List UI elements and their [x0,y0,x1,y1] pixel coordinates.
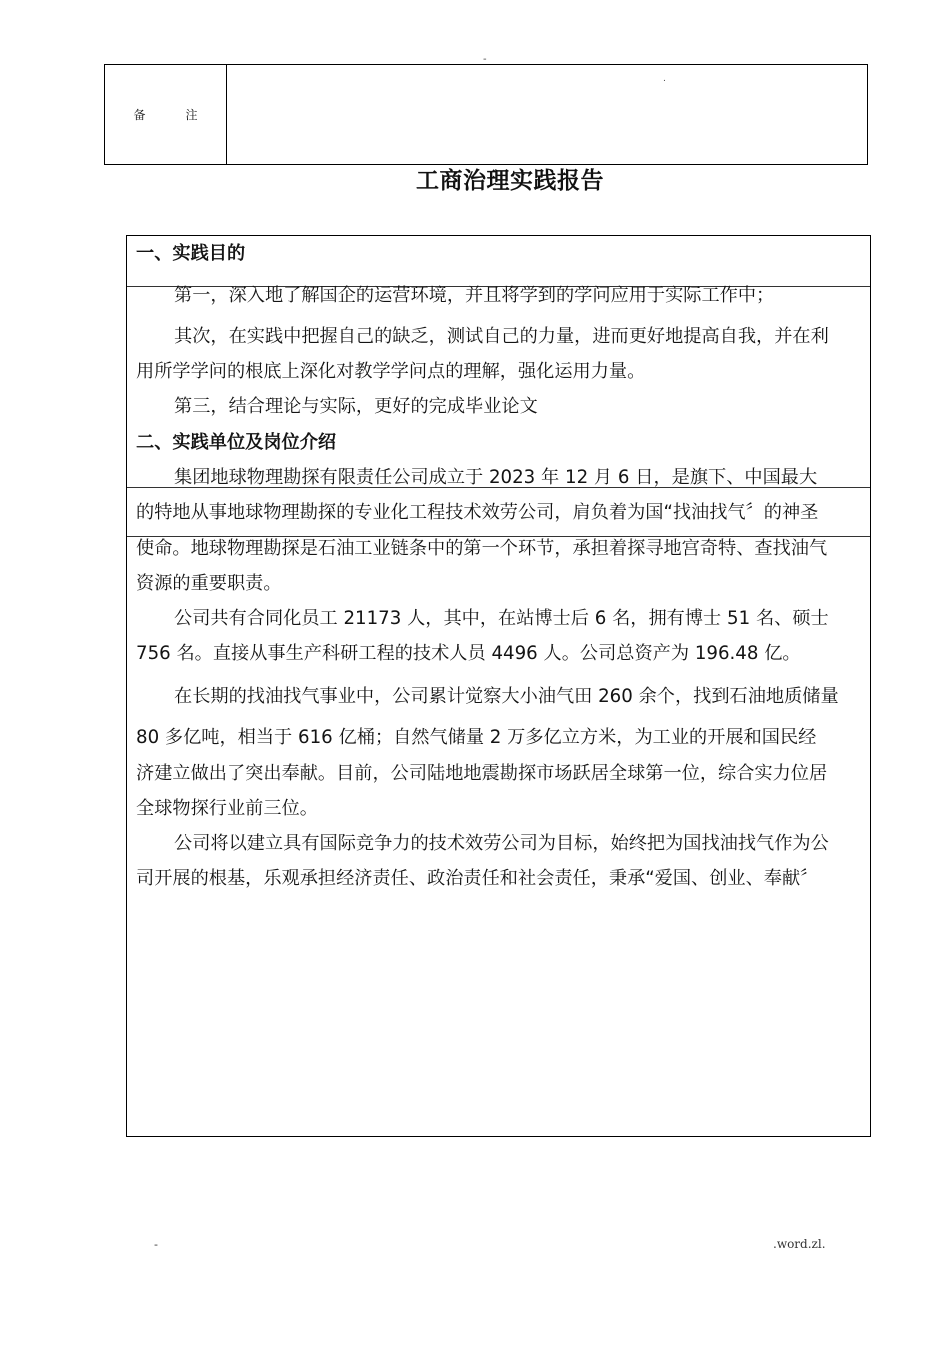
company-line-1: 集团地球物理勘探有限责任公司成立于 2023 年 12 月 6 日，是旗下、中国最大 [174,467,818,488]
purpose-line-4: 第三，结合理论与实际，更好的完成毕业论文 [174,396,538,417]
company-line-2: 的特地从事地球物理勘探的专业化工程技术效劳公司，肩负着为国“找油找气〞的神圣 [136,502,819,523]
remarks-table [104,64,868,165]
purpose-line-1: 第一，深入地了解国企的运营环境，并且将学到的学问应用于实际工作中； [174,285,775,306]
company-line-9: 济建立做出了突出奉献。目前，公司陆地地震勘探市场跃居全球第一位，综合实力位居 [136,763,828,784]
section-heading-company: 二、实践单位及岗位介绍 [136,432,337,453]
footer-watermark: .word.zl. [773,1237,826,1251]
company-line-8: 80 多亿吨，相当于 616 亿桶；自然气储量 2 万多亿立方米，为工业的开展和国民经 [136,727,817,748]
company-line-12: 司开展的根基，乐观承担经济责任、政治责任和社会责任，秉承“爱国、创业、奉献〞 [136,868,819,889]
company-line-11: 公司将以建立具有国际竞争力的技术效劳公司为目标，始终把为国找油找气作为公 [174,833,829,854]
remarks-label [105,65,226,164]
header-dash: - [483,54,487,65]
purpose-line-2: 其次，在实践中把握自己的缺乏，测试自己的力量，进而更好地提高自我，并在利 [174,326,829,347]
company-line-7: 在长期的找油找气事业中，公司累计觉察大小油气田 260 余个，找到石油地质储量 [174,686,839,707]
remarks-label-char-2: 注 [185,108,198,122]
remarks-divider [226,65,227,164]
company-line-4: 资源的重要职责。 [136,573,282,594]
company-line-10: 全球物探行业前三位。 [136,798,318,819]
remarks-label-char-1: 备 [133,108,146,122]
company-line-3: 使命。地球物理勘探是石油工业链条中的第一个环节，承担着探寻地宫奇特、查找油气 [136,538,828,559]
page-title: 工商治理实践报告 [416,168,604,194]
purpose-line-3: 用所学学问的根底上深化对教学学问点的理解，强化运用力量。 [136,361,646,382]
section-heading-purpose: 一、实践目的 [136,243,246,264]
footer-dash: - [154,1238,158,1251]
company-line-6: 756 名。直接从事生产科研工程的技术人员 4496 人。公司总资产为 196.48 亿。 [136,643,801,664]
header-dot: . [663,74,666,84]
company-line-5: 公司共有合同化员工 21173 人，其中，在站博士后 6 名，拥有博士 51 名、硕士 [174,608,829,629]
